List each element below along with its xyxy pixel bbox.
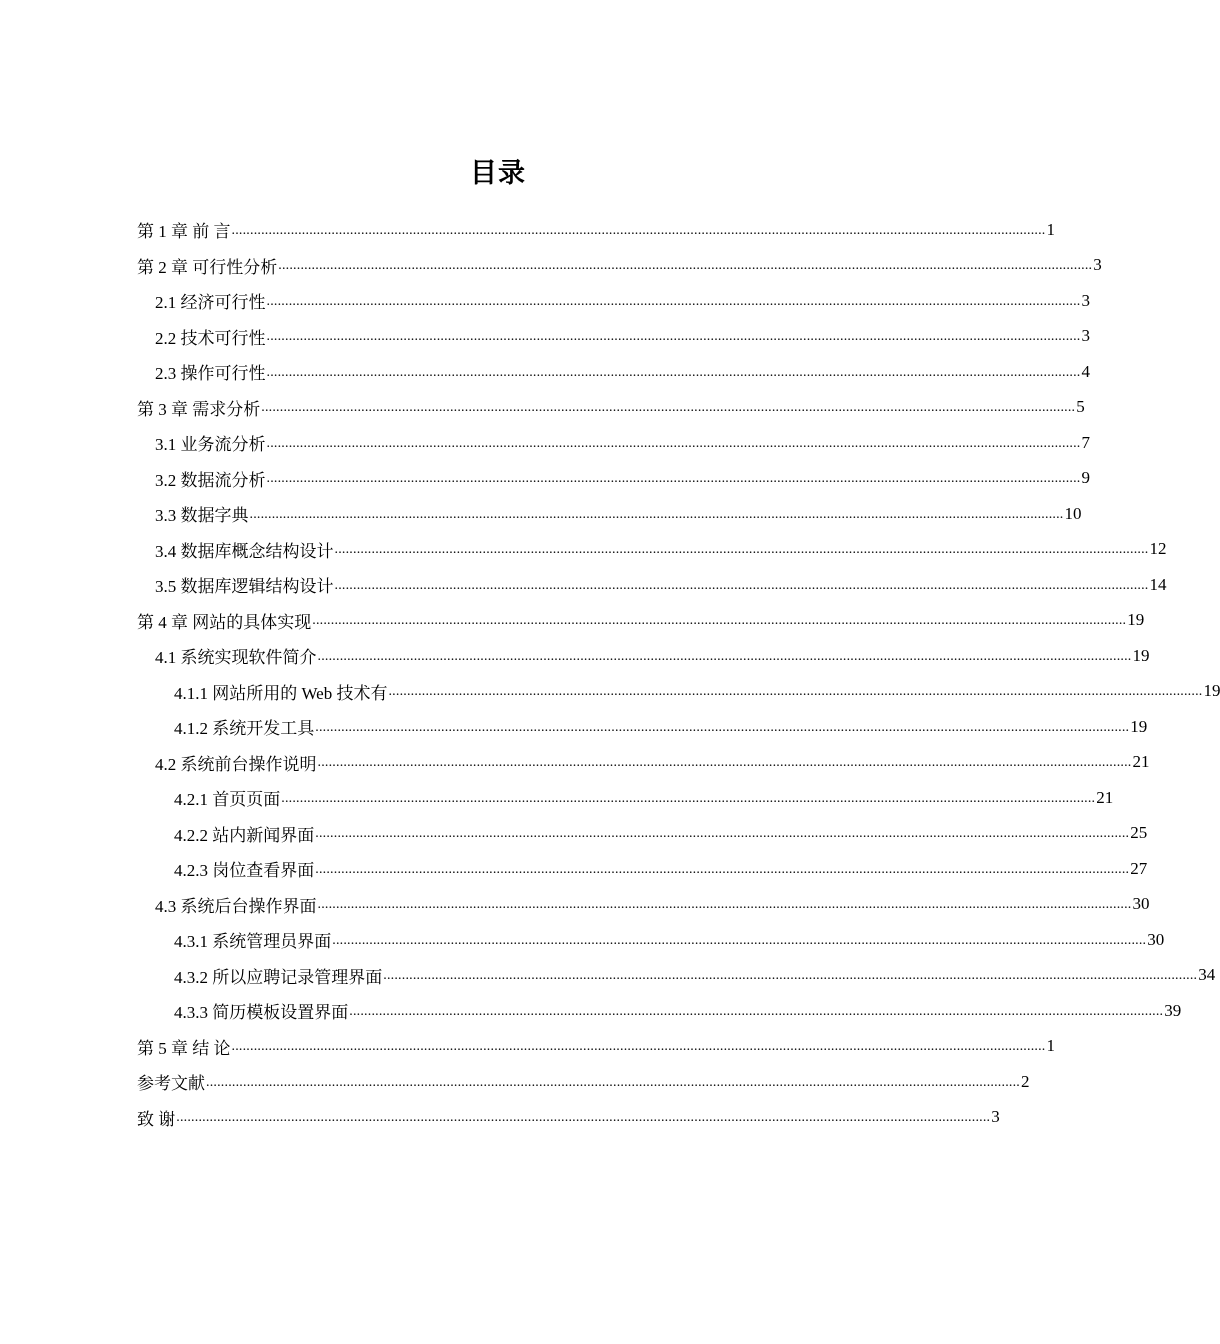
toc-entry-label: 3.4 数据库概念结构设计 bbox=[155, 541, 334, 561]
toc-dot-leader: ............................................................................................................................................................................................................................ bbox=[281, 790, 1096, 806]
toc-entry-label: 第 1 章 前 言 bbox=[137, 222, 231, 242]
toc-dot-leader: ............................................................................................................................................................................................................................ bbox=[266, 471, 1081, 487]
toc-entry-label: 4.2 系统前台操作说明 bbox=[155, 754, 317, 774]
toc-entry-label: 4.1.1 网站所用的 Web 技术有 bbox=[174, 683, 388, 703]
toc-dot-leader: ............................................................................................................................................................................................................................ bbox=[266, 329, 1081, 345]
toc-entry-page-number: 7 bbox=[1081, 432, 1090, 452]
toc-entry-page-number: 19 bbox=[1132, 645, 1150, 665]
toc-entry[interactable] bbox=[137, 319, 1090, 355]
toc-dot-leader: ............................................................................................................................................................................................................................ bbox=[266, 435, 1081, 451]
toc-dot-leader: ............................................................................................................................................................................................................................ bbox=[278, 258, 1093, 274]
toc-entry[interactable] bbox=[137, 887, 1150, 923]
toc-entry-page-number: 21 bbox=[1096, 787, 1114, 807]
toc-dot-leader: ............................................................................................................................................................................................................................ bbox=[231, 1039, 1046, 1055]
toc-entry-page-number: 21 bbox=[1132, 752, 1150, 772]
toc-entry-page-number: 10 bbox=[1064, 503, 1082, 523]
toc-entry-label: 4.2.2 站内新闻界面 bbox=[174, 825, 315, 845]
toc-entry[interactable] bbox=[137, 780, 1114, 816]
toc-dot-leader: ............................................................................................................................................................................................................................ bbox=[332, 932, 1147, 948]
toc-entry[interactable] bbox=[137, 816, 1148, 852]
toc-dot-leader: ............................................................................................................................................................................................................................ bbox=[315, 719, 1130, 735]
toc-dot-leader: ............................................................................................................................................................................................................................ bbox=[315, 861, 1130, 877]
toc-entry-page-number: 1 bbox=[1046, 219, 1055, 239]
toc-dot-leader: ............................................................................................................................................................................................................................ bbox=[266, 293, 1081, 309]
toc-entry[interactable] bbox=[137, 745, 1150, 781]
toc-entry[interactable] bbox=[137, 532, 1167, 568]
toc-dot-leader: ............................................................................................................................................................................................................................ bbox=[249, 506, 1064, 522]
toc-title: 目录 bbox=[470, 158, 526, 189]
toc-entry[interactable] bbox=[137, 1029, 1055, 1065]
toc-entry[interactable] bbox=[137, 496, 1082, 532]
toc-entry-label: 第 5 章 结 论 bbox=[137, 1038, 231, 1058]
toc-entry-page-number: 2 bbox=[1021, 1071, 1030, 1091]
toc-dot-leader: ............................................................................................................................................................................................................................ bbox=[317, 755, 1132, 771]
toc-entry-label: 3.3 数据字典 bbox=[155, 506, 249, 526]
toc-entry-label: 2.3 操作可行性 bbox=[155, 364, 266, 384]
toc-entry[interactable] bbox=[137, 709, 1148, 745]
toc-entry[interactable] bbox=[137, 958, 1216, 994]
toc-entry[interactable] bbox=[137, 248, 1102, 284]
toc-entry[interactable] bbox=[137, 390, 1085, 426]
toc-entry[interactable] bbox=[137, 1100, 1000, 1136]
toc-entry-label: 3.2 数据流分析 bbox=[155, 470, 266, 490]
toc-entry-page-number: 39 bbox=[1164, 1000, 1182, 1020]
toc-dot-leader: ............................................................................................................................................................................................................................ bbox=[383, 968, 1198, 984]
toc-entry-label: 4.3.1 系统管理员界面 bbox=[174, 932, 332, 952]
toc-entry-page-number: 25 bbox=[1130, 823, 1148, 843]
toc-dot-leader: ............................................................................................................................................................................................................................ bbox=[261, 400, 1076, 416]
toc-dot-leader: ............................................................................................................................................................................................................................ bbox=[388, 684, 1203, 700]
toc-entry-page-number: 34 bbox=[1198, 965, 1216, 985]
toc-entry-label: 4.1.2 系统开发工具 bbox=[174, 719, 315, 739]
toc-entry-page-number: 3 bbox=[991, 1107, 1000, 1127]
toc-entry[interactable] bbox=[137, 993, 1182, 1029]
toc-entry[interactable] bbox=[137, 1064, 1030, 1100]
toc-entry-page-number: 30 bbox=[1147, 929, 1165, 949]
toc-entry-label: 4.1 系统实现软件简介 bbox=[155, 648, 317, 668]
toc-entry-label: 致 谢 bbox=[137, 1109, 176, 1129]
toc-entry-label: 4.2.1 首页页面 bbox=[174, 790, 281, 810]
toc-entry[interactable] bbox=[137, 922, 1165, 958]
toc-entry-label: 第 4 章 网站的具体实现 bbox=[137, 612, 312, 632]
toc-entry[interactable] bbox=[137, 567, 1167, 603]
toc-entry[interactable] bbox=[137, 674, 1220, 710]
toc-entry-label: 2.1 经济可行性 bbox=[155, 293, 266, 313]
toc-entry-page-number: 5 bbox=[1076, 397, 1085, 417]
toc-dot-leader: ............................................................................................................................................................................................................................ bbox=[231, 222, 1046, 238]
toc-dot-leader: ............................................................................................................................................................................................................................ bbox=[315, 826, 1130, 842]
toc-entry-page-number: 1 bbox=[1046, 1036, 1055, 1056]
toc-entry[interactable] bbox=[137, 851, 1148, 887]
toc-entry-label: 2.2 技术可行性 bbox=[155, 328, 266, 348]
toc-dot-leader: ............................................................................................................................................................................................................................ bbox=[334, 542, 1149, 558]
toc-entry-label: 参考文献 bbox=[137, 1074, 205, 1094]
toc-entry-label: 3.1 业务流分析 bbox=[155, 435, 266, 455]
toc-entry-label: 第 3 章 需求分析 bbox=[137, 399, 261, 419]
toc-entry-page-number: 19 bbox=[1203, 681, 1220, 701]
toc-entry-label: 4.3.3 简历模板设置界面 bbox=[174, 1003, 349, 1023]
toc-dot-leader: ............................................................................................................................................................................................................................ bbox=[317, 897, 1132, 913]
toc-entry[interactable] bbox=[137, 283, 1090, 319]
toc-entry-label: 第 2 章 可行性分析 bbox=[137, 257, 278, 277]
toc-dot-leader: ............................................................................................................................................................................................................................ bbox=[334, 577, 1149, 593]
toc-entry-page-number: 19 bbox=[1130, 716, 1148, 736]
toc-entry[interactable] bbox=[137, 638, 1150, 674]
toc-entry-page-number: 3 bbox=[1081, 290, 1090, 310]
toc-entry-page-number: 3 bbox=[1081, 326, 1090, 346]
toc-dot-leader: ............................................................................................................................................................................................................................ bbox=[349, 1003, 1164, 1019]
toc-entry-page-number: 27 bbox=[1130, 858, 1148, 878]
toc-entry-label: 4.3.2 所以应聘记录管理界面 bbox=[174, 967, 383, 987]
toc-dot-leader: ............................................................................................................................................................................................................................ bbox=[176, 1110, 991, 1126]
toc-entry[interactable] bbox=[137, 461, 1090, 497]
toc-entry-page-number: 30 bbox=[1132, 894, 1150, 914]
toc-entry-page-number: 19 bbox=[1127, 610, 1145, 630]
toc-entry-label: 3.5 数据库逻辑结构设计 bbox=[155, 577, 334, 597]
toc-entry[interactable] bbox=[137, 354, 1090, 390]
toc-entry-label: 4.2.3 岗位查看界面 bbox=[174, 861, 315, 881]
toc-entry-page-number: 9 bbox=[1081, 468, 1090, 488]
toc-entry-page-number: 12 bbox=[1149, 539, 1167, 559]
toc-entry[interactable] bbox=[137, 212, 1055, 248]
toc-entry[interactable] bbox=[137, 603, 1145, 639]
toc-entry-page-number: 14 bbox=[1149, 574, 1167, 594]
toc-entry[interactable] bbox=[137, 425, 1090, 461]
toc-entry-page-number: 3 bbox=[1093, 255, 1102, 275]
toc-entry-label: 4.3 系统后台操作界面 bbox=[155, 896, 317, 916]
toc-list bbox=[137, 212, 1220, 1135]
toc-dot-leader: ............................................................................................................................................................................................................................ bbox=[206, 1074, 1020, 1090]
toc-dot-leader: ............................................................................................................................................................................................................................ bbox=[266, 364, 1081, 380]
toc-dot-leader: ............................................................................................................................................................................................................................ bbox=[317, 648, 1132, 664]
toc-dot-leader: ............................................................................................................................................................................................................................ bbox=[312, 613, 1127, 629]
toc-entry-page-number: 4 bbox=[1081, 361, 1090, 381]
